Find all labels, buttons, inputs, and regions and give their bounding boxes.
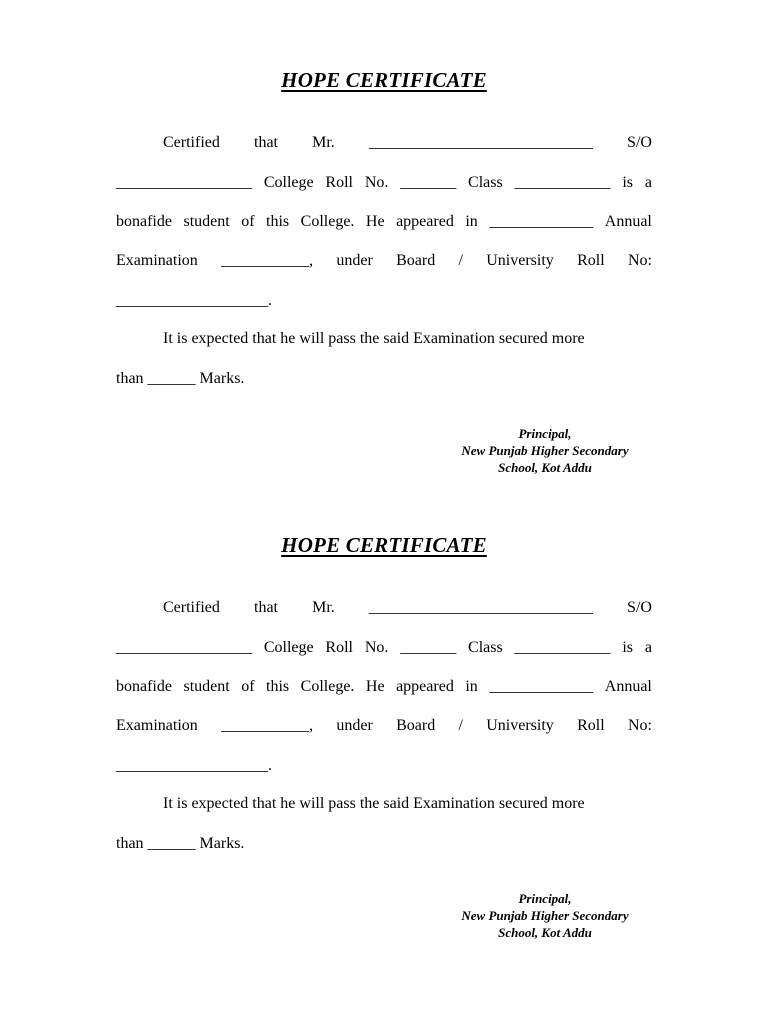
- signature-location: School, Kot Addu: [498, 460, 592, 475]
- word: a: [644, 174, 652, 191]
- word: in: [465, 213, 478, 230]
- word: Board: [396, 252, 436, 269]
- word: appeared: [396, 678, 454, 695]
- word: University: [486, 252, 554, 269]
- certificate-line-4: [116, 250, 652, 272]
- certificate-line-6: It is expected that he will pass the said Examination secured more: [163, 330, 585, 347]
- blank-name: ____________________________: [368, 134, 593, 151]
- word: College.: [300, 678, 355, 695]
- word: S/O: [627, 134, 652, 151]
- word: College: [263, 174, 314, 191]
- word: S/O: [627, 599, 652, 616]
- word: No:: [627, 717, 652, 734]
- signature-school: New Punjab Higher Secondary: [461, 908, 629, 923]
- certificate-line-7: than ______ Marks.: [116, 370, 245, 387]
- word: Class: [468, 639, 503, 656]
- word: is: [622, 639, 634, 656]
- word: Board: [396, 717, 436, 734]
- word: Roll: [325, 174, 353, 191]
- word: Certified: [163, 599, 220, 616]
- word: He: [365, 213, 385, 230]
- blank-university-roll-no: ___________________.: [116, 757, 272, 774]
- word: Mr.: [312, 599, 335, 616]
- word: that: [254, 599, 278, 616]
- blank-exam-year: ___________,: [221, 252, 314, 269]
- word: Roll: [325, 639, 353, 656]
- signature-school: New Punjab Higher Secondary: [461, 443, 629, 458]
- certificate-line-1: [116, 132, 652, 154]
- word: Certified: [163, 134, 220, 151]
- certificate-line-4: [116, 715, 652, 737]
- word: under: [336, 717, 373, 734]
- word: bonafide: [116, 678, 172, 695]
- word: student: [183, 678, 230, 695]
- word: a: [644, 639, 652, 656]
- word: under: [336, 252, 373, 269]
- blank-university-roll-no: ___________________.: [116, 292, 272, 309]
- blank-exam: _____________: [489, 213, 594, 230]
- word: No.: [364, 174, 389, 191]
- certificate-line-1: [116, 597, 652, 619]
- word: appeared: [396, 213, 454, 230]
- word: He: [365, 678, 385, 695]
- certificate-line-3: [116, 211, 652, 233]
- word: /: [458, 252, 463, 269]
- word: No.: [364, 639, 389, 656]
- certificate-line-7: than ______ Marks.: [116, 835, 245, 852]
- word: College: [263, 639, 314, 656]
- word: Examination: [116, 717, 198, 734]
- word: of: [241, 213, 255, 230]
- certificate-title: HOPE CERTIFICATE: [281, 68, 487, 92]
- blank-class: ____________: [514, 174, 611, 191]
- word: in: [465, 678, 478, 695]
- certificate-line-6: It is expected that he will pass the said Examination secured more: [163, 795, 585, 812]
- word: College.: [300, 213, 355, 230]
- signature-title: Principal,: [518, 426, 572, 441]
- word: Mr.: [312, 134, 335, 151]
- word: student: [183, 213, 230, 230]
- word: bonafide: [116, 213, 172, 230]
- word: University: [486, 717, 554, 734]
- certificate-title: HOPE CERTIFICATE: [281, 533, 487, 557]
- blank-father-name: _________________: [116, 174, 252, 191]
- word: Roll: [577, 717, 605, 734]
- certificate-line-2: [116, 637, 652, 659]
- certificate-line-3: [116, 676, 652, 698]
- word: /: [458, 717, 463, 734]
- blank-roll-no: _______: [400, 639, 457, 656]
- signature-location: School, Kot Addu: [498, 925, 592, 940]
- blank-class: ____________: [514, 639, 611, 656]
- blank-exam: _____________: [489, 678, 594, 695]
- word: of: [241, 678, 255, 695]
- word: Examination: [116, 252, 198, 269]
- word: Roll: [577, 252, 605, 269]
- signature-title: Principal,: [518, 891, 572, 906]
- word: Class: [468, 174, 503, 191]
- word: is: [622, 174, 634, 191]
- word: this: [266, 678, 290, 695]
- word: this: [266, 213, 290, 230]
- word: No:: [627, 252, 652, 269]
- word: Annual: [604, 213, 652, 230]
- certificate-line-2: [116, 172, 652, 194]
- blank-father-name: _________________: [116, 639, 252, 656]
- word: that: [254, 134, 278, 151]
- blank-name: ____________________________: [368, 599, 593, 616]
- word: Annual: [604, 678, 652, 695]
- blank-exam-year: ___________,: [221, 717, 314, 734]
- blank-roll-no: _______: [400, 174, 457, 191]
